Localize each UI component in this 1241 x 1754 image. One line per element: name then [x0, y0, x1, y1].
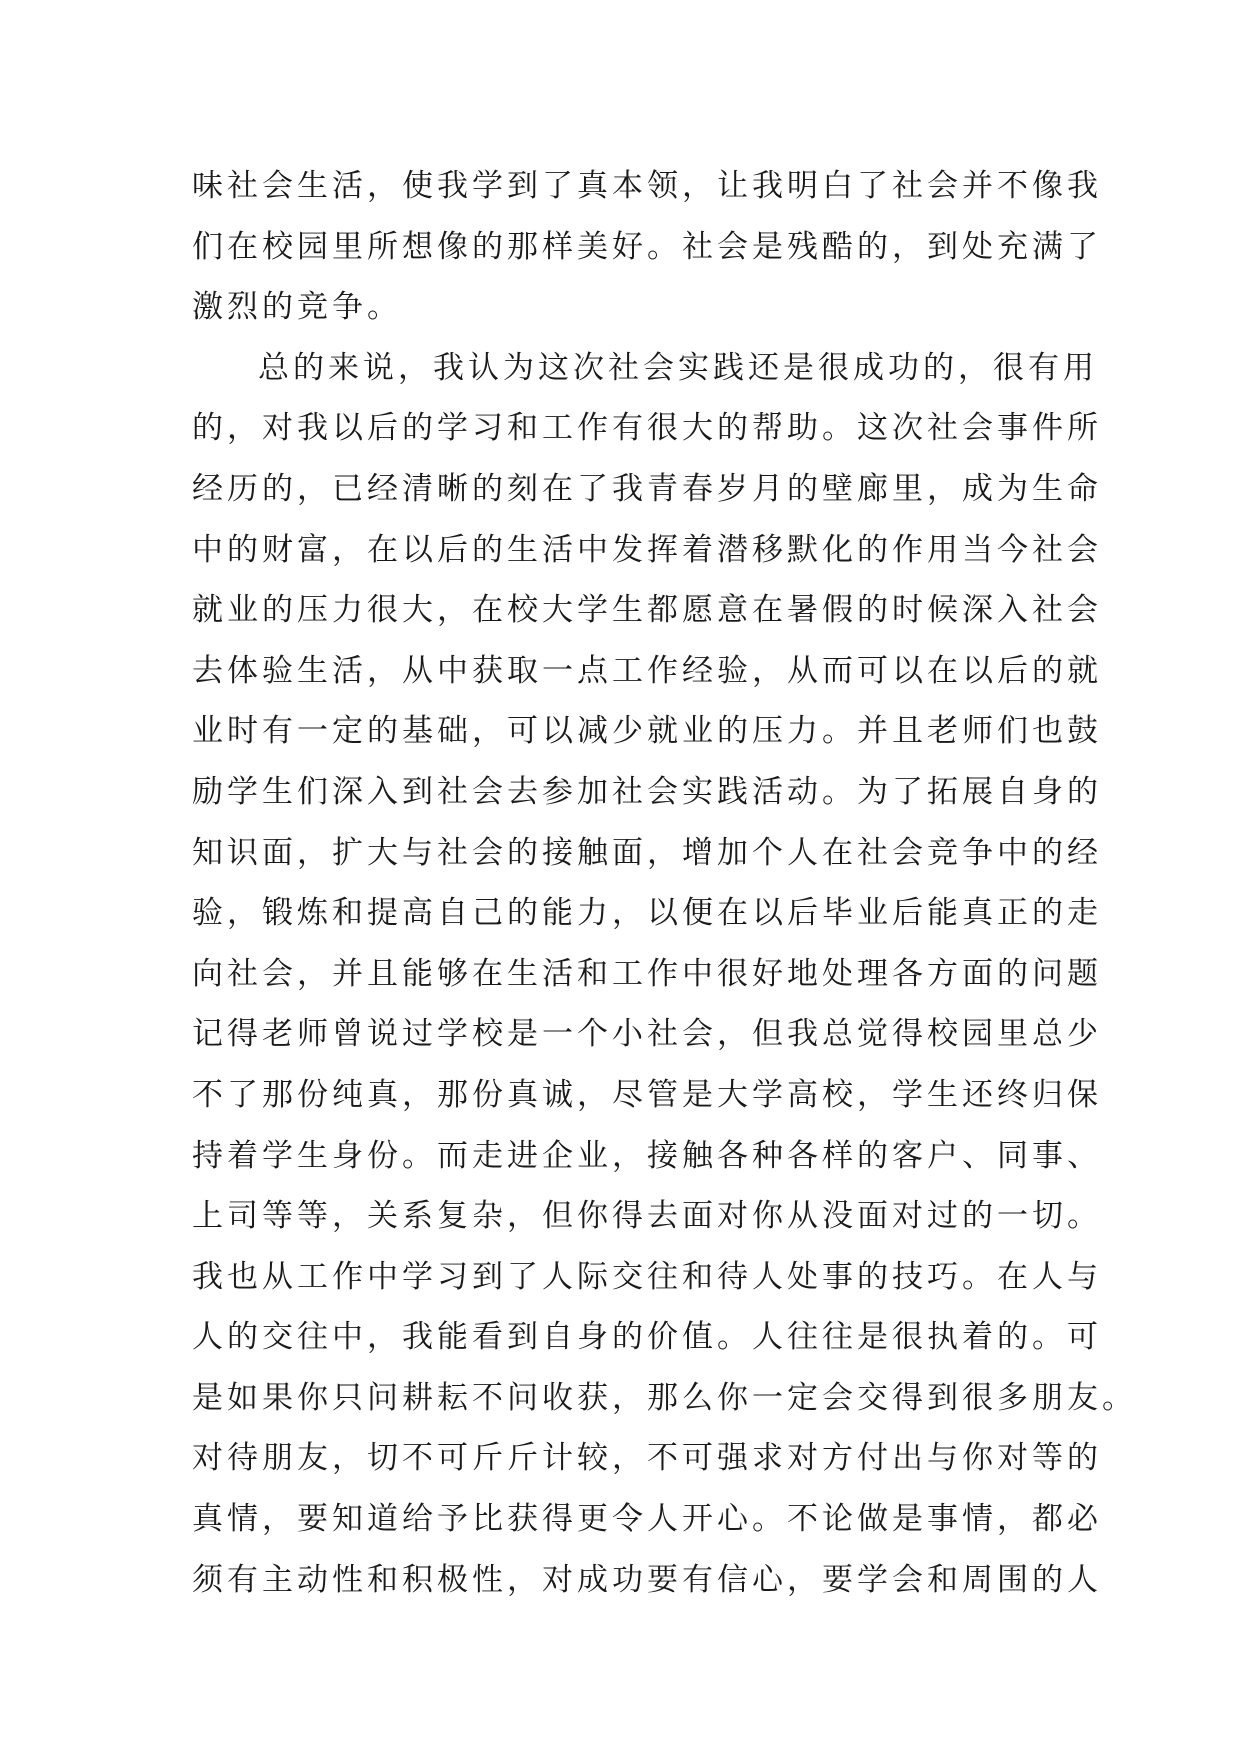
text-line: 味社会生活，使我学到了真本领，让我明白了社会并不像我 [192, 168, 1102, 204]
text-line: 真情，要知道给予比获得更令人开心。不论做是事情，都必 [192, 1501, 1102, 1538]
text-line: 验，锻炼和提高自己的能力，以便在以后毕业后能真正的走 [192, 895, 1102, 932]
text-line: 励学生们深入到社会去参加社会实践活动。为了拓展自身的 [192, 773, 1102, 810]
text-line: 对待朋友，切不可斤斤计较，不可强求对方付出与你对等的 [192, 1440, 1102, 1477]
text-line: 记得老师曾说过学校是一个小社会，但我总觉得校园里总少 [192, 1016, 1102, 1053]
text-line: 去体验生活，从中获取一点工作经验，从而可以在以后的就 [192, 652, 1102, 689]
text-line: 上司等等，关系复杂，但你得去面对你从没面对过的一切。 [192, 1198, 1102, 1235]
text-line: 人的交往中，我能看到自身的价值。人往往是很执着的。可 [192, 1319, 1102, 1356]
text-line: 激烈的竞争。 [192, 289, 402, 326]
paragraph-start-line: 总的来说，我认为这次社会实践还是很成功的，很有用 [258, 349, 1098, 386]
text-line: 须有主动性和积极性，对成功要有信心，要学会和周围的人 [192, 1561, 1102, 1598]
text-line: 业时有一定的基础，可以减少就业的压力。并且老师们也鼓 [192, 713, 1102, 750]
text-line: 就业的压力很大，在校大学生都愿意在暑假的时候深入社会 [192, 592, 1102, 629]
text-line: 我也从工作中学习到了人际交往和待人处事的技巧。在人与 [192, 1258, 1102, 1295]
text-line: 经历的，已经清晰的刻在了我青春岁月的壁廊里，成为生命 [192, 470, 1102, 507]
text-line: 不了那份纯真，那份真诚，尽管是大学高校，学生还终归保 [192, 1076, 1102, 1113]
text-line: 们在校园里所想像的那样美好。社会是残酷的，到处充满了 [192, 228, 1102, 265]
text-line: 的，对我以后的学习和工作有很大的帮助。这次社会事件所 [192, 410, 1102, 447]
text-line: 是如果你只问耕耘不问收获，那么你一定会交得到很多朋友。 [192, 1379, 1137, 1416]
text-line: 知识面，扩大与社会的接触面，增加个人在社会竞争中的经 [192, 834, 1102, 871]
body-text [192, 156, 1137, 1610]
text-line: 持着学生身份。而走进企业，接触各种各样的客户、同事、 [192, 1137, 1102, 1174]
text-line: 向社会，并且能够在生活和工作中很好地处理各方面的问题 [192, 955, 1102, 992]
text-line: 中的财富，在以后的生活中发挥着潜移默化的作用当今社会 [192, 531, 1102, 568]
